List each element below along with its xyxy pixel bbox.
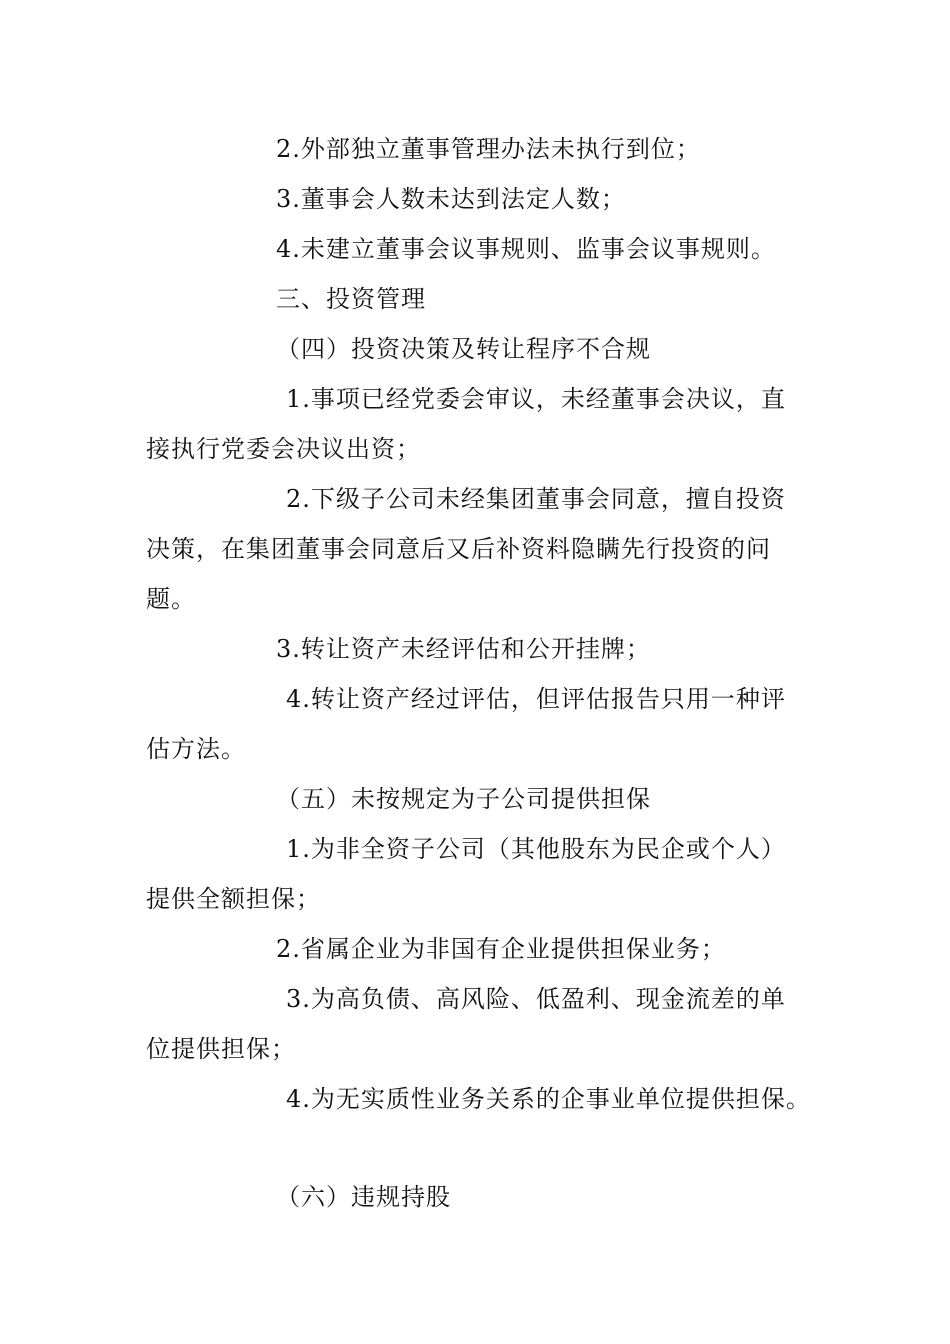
guarantee-item-1-line-1: 1.为非全资子公司（其他股东为民企或个人）	[286, 835, 786, 863]
guarantee-item-3-line-2: 位提供担保；	[146, 1035, 296, 1063]
subsection-heading-5: （五）未按规定为子公司提供担保	[276, 785, 651, 813]
item-4-line-1: 4.转让资产经过评估，但评估报告只用一种评	[286, 685, 786, 713]
item-4-line-2: 估方法。	[146, 735, 246, 763]
guarantee-item-1-line-2: 提供全额担保；	[146, 885, 321, 913]
guarantee-item-4: 4.为无实质性业务关系的企事业单位提供担保。	[286, 1085, 811, 1113]
item-4-rules: 4.未建立董事会议事规则、监事会议事规则。	[276, 235, 776, 263]
section-heading-investment: 三、投资管理	[276, 285, 426, 313]
item-2-independent-director: 2.外部独立董事管理办法未执行到位；	[276, 135, 701, 163]
item-3-board-size: 3.董事会人数未达到法定人数；	[276, 185, 626, 213]
guarantee-item-3-line-1: 3.为高负债、高风险、低盈利、现金流差的单	[286, 985, 786, 1013]
item-1-line-2: 接执行党委会决议出资；	[146, 435, 421, 463]
item-2-line-1: 2.下级子公司未经集团董事会同意，擅自投资	[286, 485, 786, 513]
item-3-transfer: 3.转让资产未经评估和公开挂牌；	[276, 635, 651, 663]
item-2-line-3: 题。	[146, 585, 196, 613]
item-1-line-1: 1.事项已经党委会审议，未经董事会决议，直	[286, 385, 786, 413]
guarantee-item-2: 2.省属企业为非国有企业提供担保业务；	[276, 935, 726, 963]
subsection-heading-4: （四）投资决策及转让程序不合规	[276, 335, 651, 363]
subsection-heading-6: （六）违规持股	[276, 1183, 451, 1211]
item-2-line-2: 决策，在集团董事会同意后又后补资料隐瞒先行投资的问	[146, 535, 771, 563]
